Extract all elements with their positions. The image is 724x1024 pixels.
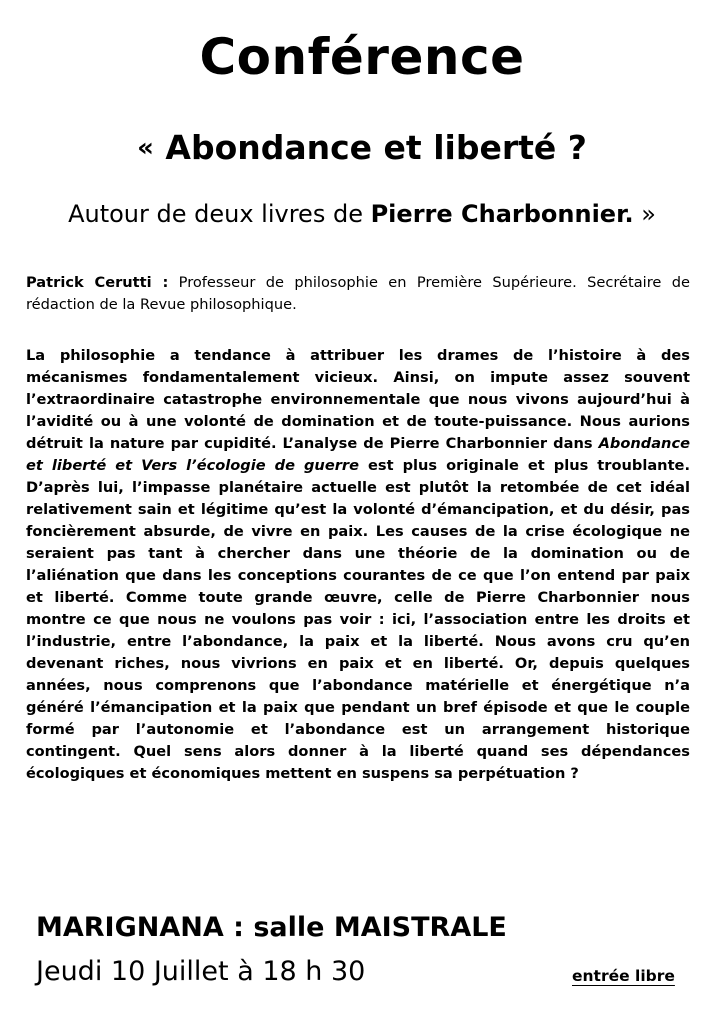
abstract-part-2: est plus originale et plus troublante. D’après lui, l’impasse planétaire actuelle est plutôt la retombée de cet idéal relativement sain et légitime qu’est la volonté d’émancipation, et du désir, pas foncièrement absurde, de vivre en paix. Les causes de la crise écologique ne seraient pas tant à chercher dans une théorie de la domination ou de l’aliénation que dans les conceptions courantes de ce que l’on entend par paix et liberté. Comme toute grande œuvre, celle de Pierre Charbonnier nous montre ce que nous ne voulons pas voir : ici, l’association entre les droits et l’industrie, entre l’abondance, la paix et la liberté. Nous avons cru qu’en devenant riches, nous vivrions en paix et en liberté. Or, depuis quelques années, nous comprenons que l’abondance matérielle et énergétique n’a généré l’émancipation et la paix que pendant un bref épisode et que le couple formé par l’autonomie et l’abondance est un arrangement historique contingent. Quel sens alors donner à la liberté quand ses dépendances écologiques et économiques mettent en suspens sa perpétuation ? (26, 457, 690, 782)
page-title: Conférence (199, 28, 525, 86)
conference-subtitle (0, 128, 724, 167)
entry-notice: entrée libre (572, 967, 675, 985)
speaker-info (26, 272, 690, 316)
abstract-paragraph (26, 345, 690, 785)
theme-prefix: Autour de deux livres de (68, 200, 371, 228)
speaker-name: Patrick Cerutti : (26, 274, 169, 291)
book-titles: Abondance et liberté et Vers l’écologie de guerre (26, 435, 690, 474)
close-quote: » (633, 200, 656, 228)
open-quote: « (137, 133, 154, 163)
venue: MARIGNANA : salle MAISTRALE (36, 912, 507, 943)
abstract-part-1: La philosophie a tendance à attribuer les drames de l’histoire à des mécanismes fondamentalement vicieux. Ainsi, on impute assez souvent l’extraordinaire catastrophe environnementale que nous vivons aujourd’hui à l’avidité ou à une volonté de domination et de toute-puissance. Nous aurions détruit la nature par cupidité. L’analyse de Pierre Charbonnier dans (26, 347, 690, 452)
subtitle-text: Abondance et liberté ? (165, 128, 587, 167)
speaker-description: Professeur de philosophie en Première Supérieure. Secrétaire de rédaction de la Revue philosophique. (26, 274, 690, 313)
theme-author: Pierre Charbonnier. (370, 200, 634, 228)
conference-theme (0, 200, 724, 228)
event-date: Jeudi 10 Juillet à 18 h 30 (36, 956, 366, 987)
